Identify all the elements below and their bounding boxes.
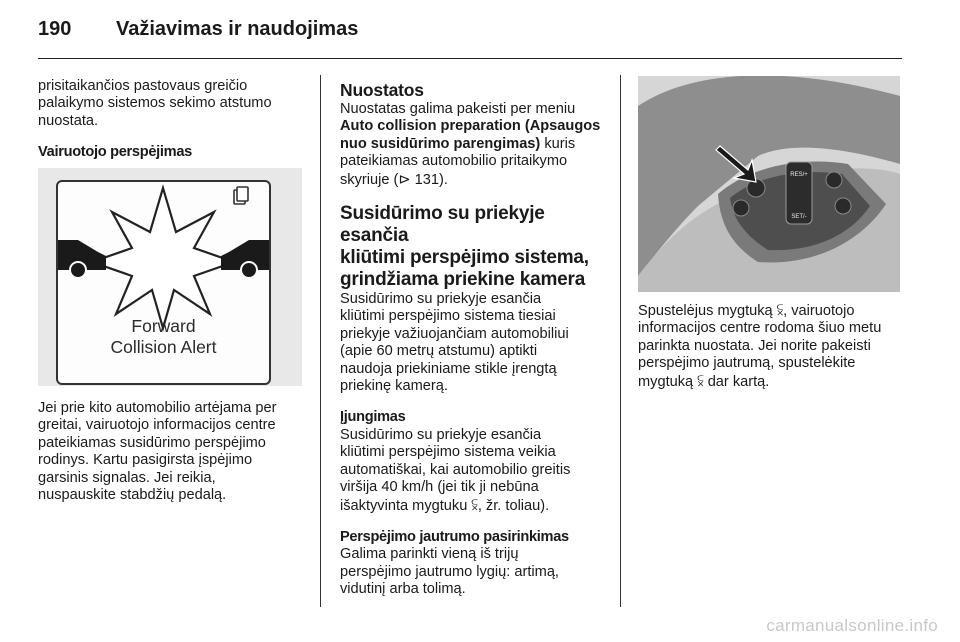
sensitivity-instructions-paragraph: Spustelėjus mygtuką ⫁, vairuotojo informacijos centre rodoma šiuo metu parinkta nuostata. Jei norite pakeisti perspėjimo jautrumą, spustelėkite mygtuką ⫁ dar kartą. bbox=[638, 302, 882, 390]
driver-warning-paragraph: Jei prie kito automobilio artėjama per greitai, vairuotojo informacijos centre pateikiamas susidūrimo perspėjimo rodinys. Kartu pasigirsta įspėjimo garsinis signalas. Jei reikia, nuspauskite stabdžių pedalą. bbox=[38, 400, 277, 504]
column-3 bbox=[638, 302, 904, 405]
speed-limiter-button bbox=[826, 172, 842, 188]
activation-paragraph: Susidūrimo su priekyje esančia kliūtimi perspėjimo sistema veikia automatiškai, kai automobilio greitis viršija 40 km/h (jei tik ji nebūna išaktyvinta mygtuku ⫁, žr. toliau). bbox=[340, 426, 571, 514]
column-1 bbox=[38, 78, 308, 176]
settings-paragraph: Nuostatas galima pakeisti per meniu Auto collision preparation (Apsaugos nuo susidūrimo parengimas) kuris pateikiamas automobilio pritaikymo skyriuje (⊳ 131). bbox=[340, 101, 601, 188]
following-distance-icon: ⫁ bbox=[776, 302, 784, 319]
following-distance-icon: ⫁ bbox=[471, 496, 478, 514]
sensitivity-paragraph: Galima parinkti vieną iš trijų perspėjimo jautrumo lygių: artimą, vidutinį arba tolimą. bbox=[340, 546, 559, 598]
watermark: carmanualsonline.info bbox=[766, 616, 938, 635]
heading-sensitivity: Perspėjimo jautrumo pasirinkimas bbox=[340, 528, 569, 545]
cruise-on-button bbox=[835, 198, 851, 214]
heading-forward-collision-system: Susidūrimo su priekyje esančia kliūtimi perspėjimo sistema, grindžiama priekine kamera bbox=[340, 203, 589, 291]
column-2 bbox=[340, 80, 612, 613]
intro-paragraph: prisitaikančios pastovaus greičio palaikymo sistemos sekimo atstumo nuostata. bbox=[38, 78, 272, 129]
page-title: Važiavimas ir naudojimas bbox=[116, 18, 359, 40]
alert-text-line-1: Forward bbox=[131, 316, 196, 336]
collision-alert-display bbox=[56, 180, 271, 385]
column-1-body bbox=[38, 400, 313, 518]
impact-star-icon bbox=[92, 188, 234, 328]
heading-settings: Nuostatos bbox=[340, 80, 424, 100]
set-label: SET/- bbox=[791, 214, 807, 220]
right-car-icon bbox=[221, 240, 269, 278]
res-label: RES/+ bbox=[790, 172, 808, 178]
left-car-icon bbox=[58, 240, 106, 278]
system-description-paragraph: Susidūrimo su priekyje esančia kliūtimi perspėjimo sistema tiesiai priekyje važiuojančiam automobiliui (apie 60 metrų atstumu) aptikti naudoja priekiniame stikle įrengtą priekinę kamerą. bbox=[340, 291, 569, 395]
steering-wheel-figure bbox=[638, 76, 900, 292]
column-divider-1 bbox=[320, 75, 321, 607]
header-rule bbox=[38, 58, 902, 59]
page-header bbox=[38, 18, 922, 48]
following-distance-icon: ⫁ bbox=[697, 372, 704, 390]
page-number: 190 bbox=[38, 18, 72, 40]
steering-wheel-illustration bbox=[638, 76, 900, 292]
section-heading-driver-warning: Vairuotojo perspėjimas bbox=[38, 144, 192, 161]
clipboard-icon bbox=[234, 187, 248, 204]
page-reference-arrow-icon: ⊳ bbox=[398, 170, 411, 188]
column-divider-2 bbox=[620, 75, 621, 607]
alert-text-line-2: Collision Alert bbox=[110, 337, 217, 357]
cruise-cancel-button bbox=[733, 200, 749, 216]
heading-activation: Įjungimas bbox=[340, 409, 406, 426]
